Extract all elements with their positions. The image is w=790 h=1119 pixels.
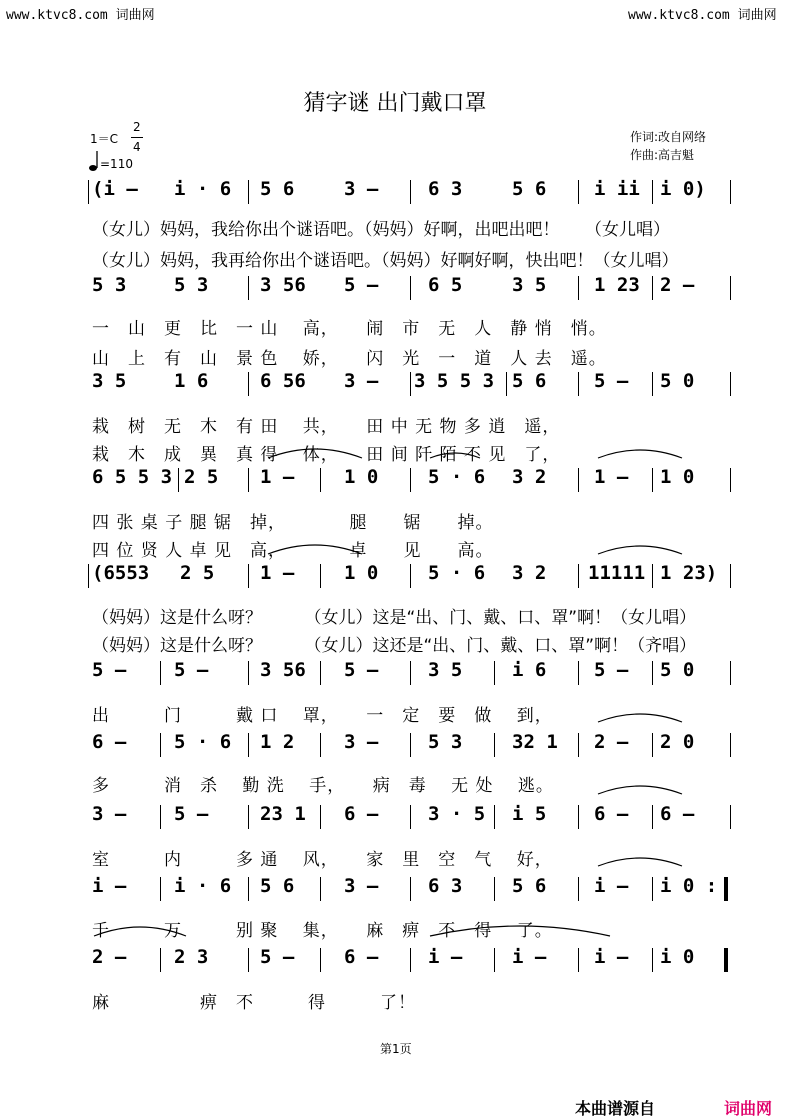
measure: 5 – (344, 659, 379, 681)
measure: 1 2 (260, 731, 295, 753)
measure: 3 2 (512, 466, 547, 488)
measure: 3 56 (260, 659, 306, 681)
measure: 3 – (92, 803, 127, 825)
site-label-right: www.ktvc8.com 词曲网 (628, 8, 777, 23)
measure: 5 6 (512, 178, 547, 200)
brand-logo: 词曲网 (724, 1099, 773, 1118)
measure: 3 5 5 3 (414, 370, 495, 392)
measure: 5 3 (428, 731, 463, 753)
lyric-line: 山 上 有 山 景 色 娇， 闪 光 一 道 人 去 遥。 (92, 349, 607, 369)
lyricist-credit: 作词:改自网络 (630, 130, 707, 144)
measure: 2 – (660, 274, 695, 296)
measure: i – (594, 875, 629, 897)
measure: 3 2 (512, 562, 547, 584)
measure: 5 – (344, 274, 379, 296)
measure: 1 23 (594, 274, 640, 296)
lyric-line: 四 位 贤 人 卓 见 高， 卓 见 高。 (92, 541, 494, 561)
measure: i – (428, 946, 463, 968)
measure: 3 – (344, 875, 379, 897)
measure: 5 – (174, 659, 209, 681)
lyric-line: （妈妈）这是什么呀？ （女儿）这还是“出、门、戴、口、罩”啊！（齐唱） (92, 636, 697, 656)
measure: 6 5 5 3 (92, 466, 173, 488)
measure: 5 0 (660, 659, 695, 681)
page-number: 第1页 (380, 1042, 412, 1056)
measure: 1 23) (660, 562, 718, 584)
measure: 6 3 (428, 178, 463, 200)
measure: i · 6 (174, 178, 232, 200)
measure: 6 5 (428, 274, 463, 296)
lyric-line: 栽 木 成 異 真 得 体， 田 间 阡 陌 不 见 了， (92, 445, 561, 465)
measure: i – (92, 875, 127, 897)
measure: 5 6 (512, 370, 547, 392)
measure: 1 – (260, 562, 295, 584)
measure: i ii (594, 178, 640, 200)
lyric-line: 四 张 桌 子 腿 锯 掉， 腿 锯 掉。 (92, 513, 494, 533)
measure: 5 · 6 (428, 562, 486, 584)
key-signature: 1＝C (90, 132, 119, 146)
measure: 5 6 (260, 178, 295, 200)
measure: 2 – (92, 946, 127, 968)
lyric-line: 麻 痹 不 得 了！ (92, 993, 416, 1013)
lyric-line: 出 门 戴 口 罩， 一 定 要 做 到， (92, 706, 553, 726)
lyric-line: （妈妈）这是什么呀？ （女儿）这是“出、门、戴、口、罩”啊！（女儿唱） (92, 608, 697, 628)
measure: i 6 (512, 659, 547, 681)
measure: 1 – (594, 466, 629, 488)
measure: 11111 (588, 562, 646, 584)
measure: 6 – (344, 946, 379, 968)
measure: 6 56 (260, 370, 306, 392)
measure: i – (512, 946, 547, 968)
measure: 6 – (344, 803, 379, 825)
measure: 2 3 (174, 946, 209, 968)
lyric-line: 室 内 多 通 风， 家 里 空 气 好， (92, 850, 553, 870)
measure: 5 – (260, 946, 295, 968)
lyric-line: （女儿）妈妈，我给你出个谜语吧。（妈妈）好啊，出吧出吧！ （女儿唱） (92, 220, 670, 240)
measure: 3 – (344, 178, 379, 200)
measure: 32 1 (512, 731, 558, 753)
measure: 1 6 (174, 370, 209, 392)
measure: 3 5 (512, 274, 547, 296)
measure: 1 0 (344, 562, 379, 584)
composer-credit: 作曲:高吉魁 (630, 148, 695, 162)
measure: 2 0 (660, 731, 695, 753)
measure: 3 56 (260, 274, 306, 296)
time-signature-top: 2 (133, 120, 141, 134)
measure: 5 · 6 (174, 731, 232, 753)
measure: 5 – (174, 803, 209, 825)
measure: 3 5 (428, 659, 463, 681)
measure: i – (594, 946, 629, 968)
measure: 3 – (344, 731, 379, 753)
measure: 2 – (594, 731, 629, 753)
measure: 5 0 (660, 370, 695, 392)
measure: 3 – (344, 370, 379, 392)
measure: i 0 : (660, 875, 718, 897)
lyric-line: 一 山 更 比 一 山 高， 闹 市 无 人 静 悄 悄。 (92, 319, 607, 339)
measure: 6 – (92, 731, 127, 753)
measure: 6 3 (428, 875, 463, 897)
source-label: 本曲谱源自 (575, 1099, 656, 1118)
measure: 5 6 (512, 875, 547, 897)
measure: 5 – (594, 370, 629, 392)
lyric-line: （女儿）妈妈，我再给你出个谜语吧。（妈妈）好啊好啊，快出吧！（女儿唱） (92, 251, 679, 271)
measure: 3 5 (92, 370, 127, 392)
measure: 23 1 (260, 803, 306, 825)
measure: 1 0 (660, 466, 695, 488)
measure: 5 3 (92, 274, 127, 296)
time-signature-bottom: 4 (133, 140, 141, 154)
measure: 5 3 (174, 274, 209, 296)
page-title: 猜字谜 出门戴口罩 (303, 91, 487, 116)
measure: (i – (92, 178, 138, 200)
measure: i 0) (660, 178, 706, 200)
site-label-left: www.ktvc8.com 词曲网 (6, 8, 155, 23)
measure: 1 0 (344, 466, 379, 488)
measure: 2 5 (184, 466, 219, 488)
lyric-line: 栽 树 无 木 有 田 共， 田 中 无 物 多 逍 遥， (92, 417, 561, 437)
measure: 2 5 (180, 562, 215, 584)
measure: 6 – (660, 803, 695, 825)
measure: i 5 (512, 803, 547, 825)
measure: i · 6 (174, 875, 232, 897)
measure: 5 6 (260, 875, 295, 897)
lyric-line: 多 消 杀 勤 洗 手， 病 毒 无 处 逃。 (92, 776, 554, 796)
measure: 5 · 6 (428, 466, 486, 488)
measure: (6553 (92, 562, 150, 584)
measure: i 0 (660, 946, 695, 968)
measure: 5 – (594, 659, 629, 681)
tempo-marking: =110 (100, 157, 133, 171)
measure: 5 – (92, 659, 127, 681)
measure: 6 – (594, 803, 629, 825)
measure: 1 – (260, 466, 295, 488)
measure: 3 · 5 (428, 803, 486, 825)
lyric-line: 千 万 别 聚 集， 麻 痹 不 得 了。 (92, 921, 553, 941)
